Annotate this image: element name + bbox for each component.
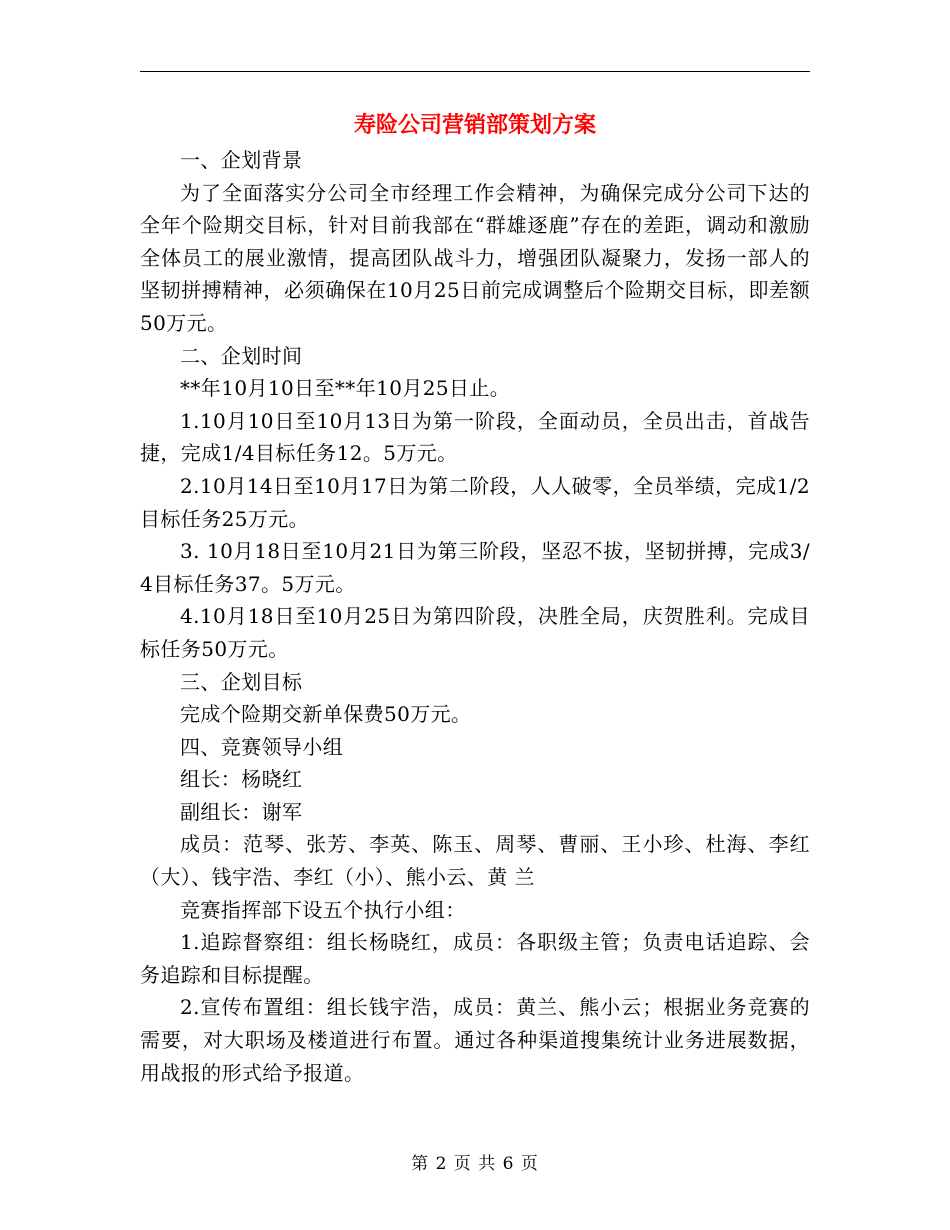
paragraph: 为了全面落实分公司全市经理工作会精神，为确保完成分公司下达的全年个险期交目标，针对目前我部在“群雄逐鹿”存在的差距，调动和激励全体员工的展业激情，提高团队战斗力，增强团队凝聚力，发扬一部人的坚韧拼搏精神，必须确保在10月25日前完成调整后个险期交目标，即差额50万元。 (140, 180, 810, 335)
document-title: 寿险公司营销部策划方案 (353, 113, 596, 138)
paragraph: 完成个险期交新单保费50万元。 (180, 702, 472, 727)
paragraph: 二、企划时间 (180, 343, 303, 368)
paragraph: 4.10月18日至10月25日为第四阶段，决胜全局，庆贺胜利。完成目标任务50万元。 (140, 604, 810, 661)
page-number: 第 2 页 共 6 页 (411, 1154, 539, 1174)
document-body (140, 108, 810, 1089)
paragraph: **年10月10日至**年10月25日止。 (180, 376, 511, 401)
paragraph: 副组长：谢军 (180, 799, 303, 824)
paragraph: 组长：杨晓红 (180, 767, 303, 792)
paragraph: 一、企划背景 (180, 148, 303, 172)
paragraph: 2.宣传布置组：组长钱宇浩，成员：黄兰、熊小云；根据业务竞赛的需要，对大职场及楼道进行布置。通过各种渠道搜集统计业务进展数据，用战报的形式给予报道。 (140, 995, 810, 1085)
paragraph: 竞赛指挥部下设五个执行小组： (180, 897, 466, 922)
paragraph: 三、企划目标 (180, 669, 303, 694)
paragraph: 2.10月14日至10月17日为第二阶段，人人破零，全员举绩，完成1/2目标任务25万元。 (140, 473, 810, 531)
header-rule (140, 71, 810, 72)
paragraph: 1.10月10日至10月13日为第一阶段，全面动员，全员出击，首战告捷，完成1/4目标任务12。5万元。 (140, 408, 810, 466)
paragraph: 3. 10月18日至10月21日为第三阶段，坚忍不拔，坚韧拼搏，完成3/4目标任务37。5万元。 (140, 539, 810, 596)
paragraph: 1.追踪督察组：组长杨晓红，成员：各职级主管；负责电话追踪、会务追踪和目标提醒。 (140, 930, 810, 987)
paragraph: 成员：范琴、张芳、李英、陈玉、周琴、曹丽、王小珍、杜海、李红（大）、钱宇浩、李红（小）、熊小云、黄 兰 (140, 832, 810, 890)
paragraph: 四、竞赛领导小组 (180, 734, 344, 759)
paragraph-list (140, 144, 810, 1089)
